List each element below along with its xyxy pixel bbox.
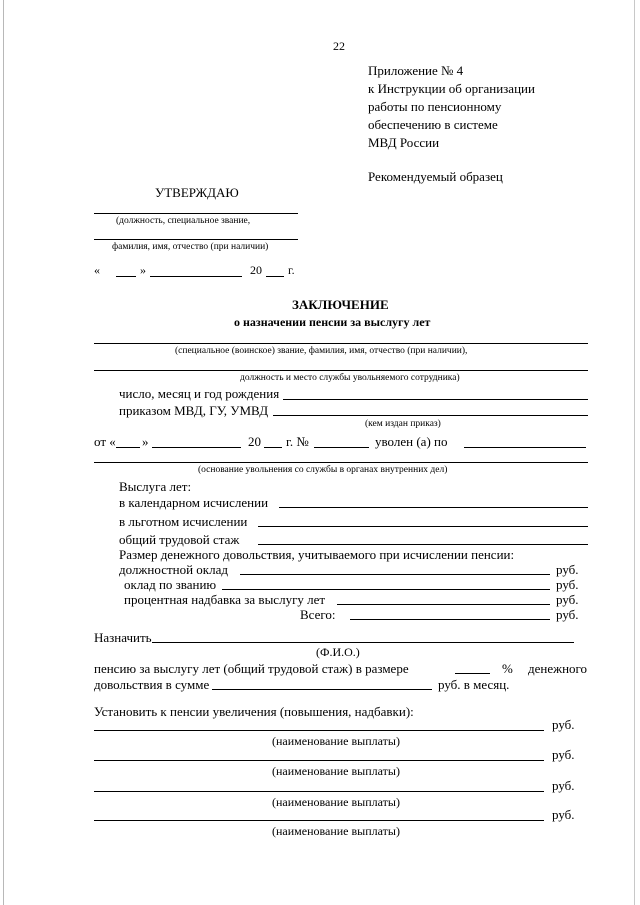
per-month-label: руб. в месяц. xyxy=(438,677,510,692)
dismissed-label: уволен (а) по xyxy=(375,434,448,449)
appendix-line: работы по пенсионному xyxy=(368,99,502,114)
increase-line[interactable] xyxy=(94,760,544,761)
increase-currency: руб. xyxy=(552,778,575,793)
page-edge-right xyxy=(634,0,635,905)
document-title: ЗАКЛЮЧЕНИЕ xyxy=(292,297,389,312)
appendix-line: к Инструкции об организации xyxy=(368,81,535,96)
approval-month-line[interactable] xyxy=(150,276,242,277)
from-day-line[interactable] xyxy=(116,447,140,448)
approval-year-suffix: г. xyxy=(288,263,295,277)
document-subtitle: о назначении пенсии за выслугу лет xyxy=(234,315,431,329)
service-total-label: общий трудовой стаж xyxy=(119,532,240,547)
pension-text: пенсию за выслугу лет (общий трудовой стаж) в размере xyxy=(94,661,409,676)
dismissal-basis-line[interactable] xyxy=(94,462,588,463)
assign-fio-hint: (Ф.И.О.) xyxy=(316,645,360,659)
increase-hint: (наименование выплаты) xyxy=(272,824,400,838)
rank-name-hint: (специальное (воинское) звание, фамилия, имя, отчество (при наличии), xyxy=(175,346,468,356)
allowance-salary-currency: руб. xyxy=(556,562,579,577)
approval-title: УТВЕРЖДАЮ xyxy=(155,185,239,200)
birth-date-line[interactable] xyxy=(283,399,588,400)
rank-name-line[interactable] xyxy=(94,343,588,344)
allowance-bonus-label: процентная надбавка за выслугу лет xyxy=(124,592,326,607)
increase-currency: руб. xyxy=(552,717,575,732)
sample-note: Рекомендуемый образец xyxy=(368,169,503,184)
increase-hint: (наименование выплаты) xyxy=(272,764,400,778)
birth-date-label: число, месяц и год рождения xyxy=(119,386,280,401)
allowance-title: Размер денежного довольствия, учитываемого при исчислении пенсии: xyxy=(119,547,515,562)
assign-name-line[interactable] xyxy=(152,642,574,643)
dismissed-line[interactable] xyxy=(464,447,586,448)
increase-currency: руб. xyxy=(552,747,575,762)
allowance-salary-label: должностной оклад xyxy=(119,562,228,577)
increase-hint: (наименование выплаты) xyxy=(272,795,400,809)
from-label: от « xyxy=(94,434,116,449)
from-month-line[interactable] xyxy=(152,447,241,448)
from-year-line[interactable] xyxy=(264,447,282,448)
allowance-sum-line[interactable] xyxy=(212,689,432,690)
allowance-total-line[interactable] xyxy=(350,619,550,620)
appendix-line: Приложение № 4 xyxy=(368,63,464,78)
from-year-prefix: 20 xyxy=(248,434,261,449)
percent-line[interactable] xyxy=(455,673,490,674)
approval-position-line[interactable] xyxy=(94,213,298,214)
allowance-total-label: Всего: xyxy=(300,607,336,622)
dismissal-basis-hint: (основание увольнения со службы в органах внутренних дел) xyxy=(198,465,448,475)
service-title: Выслуга лет: xyxy=(119,479,192,494)
allowance-word: денежного xyxy=(528,661,588,676)
position-line[interactable] xyxy=(94,370,588,371)
approval-position-hint: (должность, специальное звание, xyxy=(116,216,251,226)
approval-date-open: « xyxy=(94,263,100,277)
increase-currency: руб. xyxy=(552,807,575,822)
position-hint: должность и место службы увольняемого сотрудника) xyxy=(240,373,460,383)
from-number-label: г. № xyxy=(286,434,309,449)
increase-line[interactable] xyxy=(94,730,544,731)
allowance-sum-label: довольствия в сумме xyxy=(94,677,210,692)
increase-hint: (наименование выплаты) xyxy=(272,734,400,748)
appendix-line: обеспечению в системе xyxy=(368,117,498,132)
order-hint: (кем издан приказ) xyxy=(365,419,441,429)
increase-line[interactable] xyxy=(94,820,544,821)
increases-title: Установить к пенсии увеличения (повышения, надбавки): xyxy=(94,704,414,719)
approval-date-close: » xyxy=(140,263,146,277)
appendix-line: МВД России xyxy=(368,135,440,150)
allowance-total-currency: руб. xyxy=(556,607,579,622)
service-calendar-line[interactable] xyxy=(279,507,588,508)
allowance-rank-line[interactable] xyxy=(222,589,550,590)
approval-name-line[interactable] xyxy=(94,239,298,240)
page-number: 22 xyxy=(333,39,345,53)
assign-label: Назначить xyxy=(94,630,152,645)
allowance-bonus-line[interactable] xyxy=(337,604,550,605)
approval-day-line[interactable] xyxy=(116,276,136,277)
order-number-line[interactable] xyxy=(314,447,369,448)
increase-line[interactable] xyxy=(94,791,544,792)
order-label: приказом МВД, ГУ, УМВД xyxy=(119,403,269,418)
service-preferential-label: в льготном исчислении xyxy=(119,514,248,529)
allowance-salary-line[interactable] xyxy=(240,574,550,575)
approval-year-prefix: 20 xyxy=(250,263,262,277)
approval-year-line[interactable] xyxy=(266,276,284,277)
percent-sign: % xyxy=(502,661,513,676)
allowance-rank-label: оклад по званию xyxy=(124,577,217,592)
allowance-bonus-currency: руб. xyxy=(556,592,579,607)
service-calendar-label: в календарном исчислении xyxy=(119,495,269,510)
order-line[interactable] xyxy=(273,415,588,416)
page-edge-left xyxy=(3,0,4,905)
from-close: » xyxy=(142,434,149,449)
approval-name-hint: фамилия, имя, отчество (при наличии) xyxy=(112,242,269,252)
allowance-rank-currency: руб. xyxy=(556,577,579,592)
service-total-line[interactable] xyxy=(258,544,588,545)
service-preferential-line[interactable] xyxy=(258,526,588,527)
